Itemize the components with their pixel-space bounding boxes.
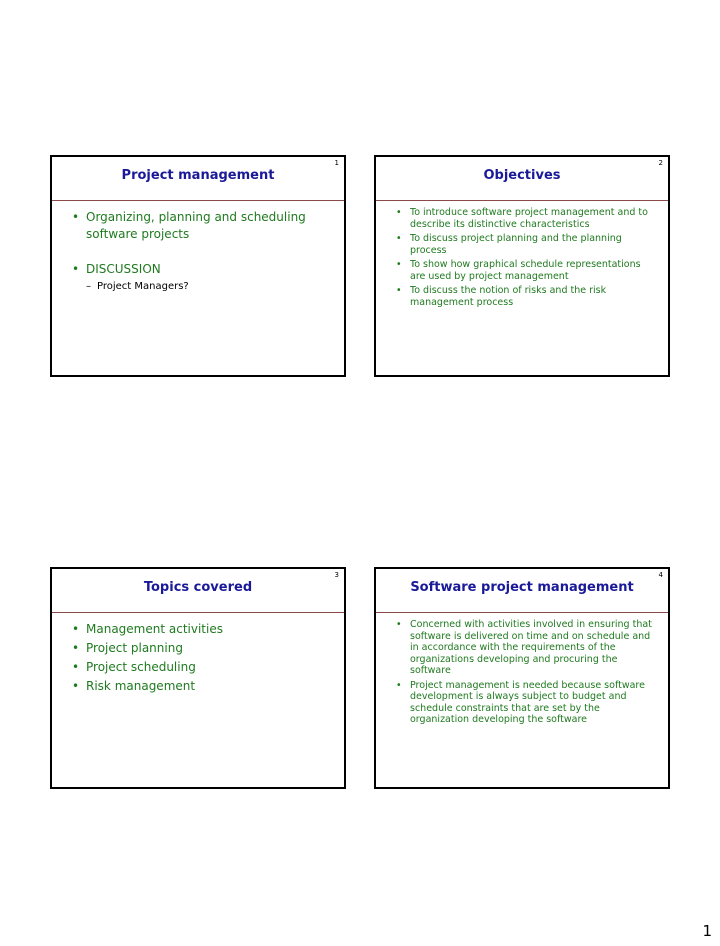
slide-number: 1 xyxy=(334,159,339,167)
bullet-text: To discuss project planning and the planning process xyxy=(410,233,622,256)
bullet-glyph: • xyxy=(72,660,80,674)
bullet-item xyxy=(72,659,334,676)
bullet-item xyxy=(396,285,652,308)
bullet-glyph: • xyxy=(396,207,402,218)
bullet-text: To show how graphical schedule representations are used by project management xyxy=(410,259,641,282)
bullet-text: Risk management xyxy=(86,679,196,693)
bullet-item xyxy=(396,233,652,256)
bullet-glyph: • xyxy=(396,679,402,691)
bullet-text: Concerned with activities involved in ensuring that software is delivered on time and on schedule and in accordance with the requirements of the organizations developing and procuring the software xyxy=(410,619,652,676)
sub-bullet-list xyxy=(86,280,334,293)
sub-bullet-text: Project Managers? xyxy=(97,281,189,292)
bullet-item xyxy=(396,259,652,282)
bullet-item xyxy=(396,207,652,230)
bullet-text: Organizing, planning and scheduling software projects xyxy=(86,210,306,241)
bullet-text: To discuss the notion of risks and the risk management process xyxy=(410,285,607,308)
slide-title: Project management xyxy=(121,168,275,183)
page-number: 1 xyxy=(702,922,712,940)
bullet-item xyxy=(396,680,654,726)
slide-title: Objectives xyxy=(483,168,561,183)
bullet-glyph: • xyxy=(72,641,80,655)
slide-number: 4 xyxy=(658,571,663,579)
sub-bullet-item xyxy=(86,280,334,293)
bullet-glyph: • xyxy=(396,619,402,630)
title-divider xyxy=(376,200,668,201)
bullet-glyph: • xyxy=(72,262,80,276)
bullet-item xyxy=(72,261,334,293)
bullet-text: Project management is needed because software development is always subject to budget and schedule constraints that are set by the organization developing the software xyxy=(410,679,645,725)
bullet-text: Project scheduling xyxy=(86,660,196,674)
bullet-item xyxy=(72,640,334,657)
bullet-glyph: • xyxy=(396,233,402,244)
title-divider xyxy=(376,612,668,613)
sub-bullet-glyph: – xyxy=(86,281,91,292)
bullet-item xyxy=(72,678,334,695)
bullet-list xyxy=(72,621,334,697)
bullet-item xyxy=(396,619,654,677)
bullet-text: DISCUSSION xyxy=(86,262,161,276)
slide-2 xyxy=(374,155,670,377)
bullet-glyph: • xyxy=(72,622,80,636)
bullet-glyph: • xyxy=(72,679,80,693)
bullet-text: Project planning xyxy=(86,641,183,655)
bullet-list xyxy=(396,207,652,311)
bullet-glyph: • xyxy=(396,259,402,270)
slide-title: Topics covered xyxy=(143,580,253,595)
bullet-item xyxy=(72,621,334,638)
bullet-text: To introduce software project management and to describe its distinctive characteristics xyxy=(410,207,648,230)
slide-3 xyxy=(50,567,346,789)
bullet-item xyxy=(72,209,334,243)
title-divider xyxy=(52,612,344,613)
bullet-glyph: • xyxy=(72,210,80,224)
slide-1 xyxy=(50,155,346,377)
slide-number: 2 xyxy=(658,159,663,167)
slide-title: Software project management xyxy=(410,580,634,595)
bullet-glyph: • xyxy=(396,285,402,296)
bullet-list xyxy=(72,209,334,295)
title-divider xyxy=(52,200,344,201)
slide-4 xyxy=(374,567,670,789)
slide-number: 3 xyxy=(334,571,339,579)
bullet-text: Management activities xyxy=(86,622,223,636)
bullet-list xyxy=(396,619,654,729)
